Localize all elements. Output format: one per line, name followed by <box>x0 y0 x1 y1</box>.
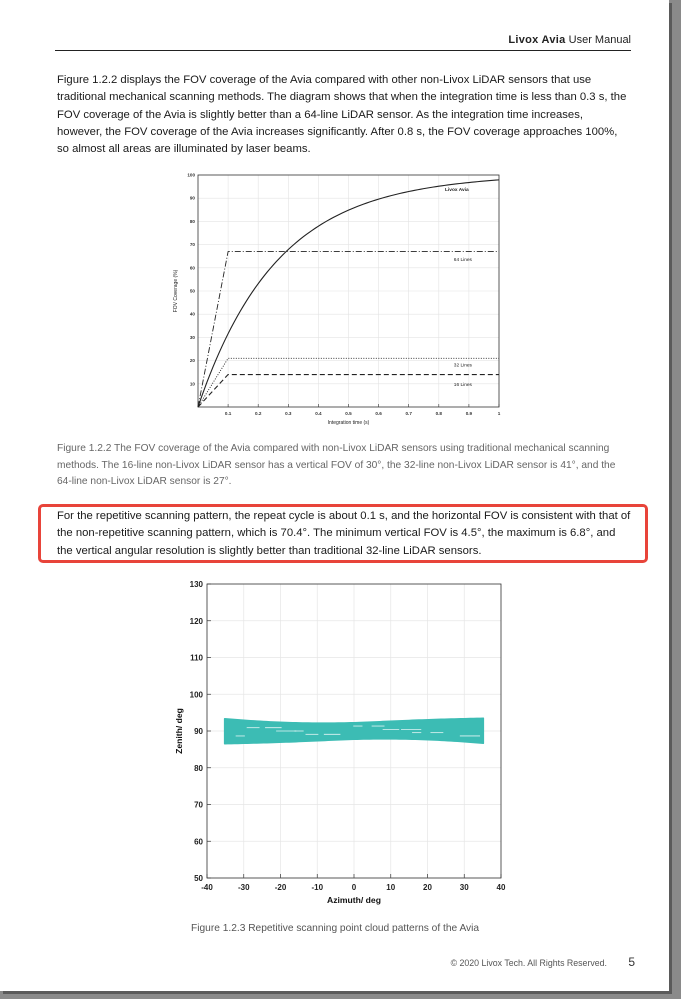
x-tick-label: 0.6 <box>375 411 382 416</box>
y-tick-label: 80 <box>194 763 203 773</box>
y-tick-label: 100 <box>189 690 203 700</box>
x-tick-label: 0.4 <box>315 411 322 416</box>
intro-paragraph: Figure 1.2.2 displays the FOV coverage of the Avia compared with other non-Livox LiDAR sensors that use traditional mechanical scanning methods. The diagram shows that when the integration time is less than 0.3 s, the FOV coverage of the Avia is slightly better than a 64-line LiDAR sensor. As the integration time increases, however, the FOV coverage of the Avia increases significantly. After 0.8 s, the FOV coverage approaches 100%, so almost all areas are illuminated by laser beams. <box>57 74 627 156</box>
series-label: 64 Lines <box>453 257 472 263</box>
x-tick-label: -20 <box>274 883 287 892</box>
x-tick-label: 40 <box>496 883 506 892</box>
header-divider <box>55 50 631 51</box>
header-title: User Manual <box>568 34 631 46</box>
x-axis-title: Azimuth/ deg <box>327 895 381 905</box>
y-tick-label: 50 <box>189 288 195 294</box>
y-tick-label: 60 <box>189 265 195 271</box>
x-axis-title: Integration time (s) <box>327 420 370 426</box>
x-tick-label: -40 <box>201 883 213 892</box>
series-label: 16 Lines <box>453 383 472 389</box>
x-tick-label: 0.7 <box>405 411 412 416</box>
page-number: 5 <box>628 955 635 969</box>
fov-coverage-chart <box>165 166 515 428</box>
scan-pattern-chart <box>168 578 513 908</box>
y-tick-label: 60 <box>194 837 203 847</box>
y-tick-label: 40 <box>189 311 195 317</box>
y-tick-label: 50 <box>194 874 203 883</box>
x-tick-label: 0.9 <box>465 411 473 416</box>
figure1-caption: Figure 1.2.2 The FOV coverage of the Avia compared with non-Livox LiDAR sensors using traditional mechanical scanning methods. The 16-line non-Livox LiDAR sensor has a vertical FOV of 30°, the 32-line non-Livox LiDAR sensor is 41°, and the 64-line non-Livox LiDAR sensor is 27°. <box>57 443 616 487</box>
x-tick-label: -10 <box>311 883 324 892</box>
x-tick-label: 10 <box>386 883 396 892</box>
x-tick-label: 0.1 <box>224 411 232 416</box>
series-label: 32 Lines <box>453 363 472 369</box>
highlight-paragraph: For the repetitive scanning pattern, the repeat cycle is about 0.1 s, and the horizontal FOV is consistent with that of the non-repetitive scanning pattern, which is 70.4°. The minimum vertical FOV is 4.5°, the maximum is 6.8°, and the vertical angular resolution is slightly better than traditional 32-line LiDAR sensors. <box>57 510 631 557</box>
y-tick-label: 90 <box>194 727 203 736</box>
y-axis-title: Zenith/ deg <box>174 708 184 754</box>
x-tick-label: 0.2 <box>255 411 262 416</box>
x-tick-label: 0.3 <box>285 411 292 416</box>
figure2-caption: Figure 1.2.3 Repetitive scanning point cloud patterns of the Avia <box>191 923 480 934</box>
y-tick-label: 10 <box>189 381 195 387</box>
y-tick-label: 70 <box>194 800 203 810</box>
footer-copyright: © 2020 Livox Tech. All Rights Reserved. <box>450 958 607 968</box>
y-tick-label: 80 <box>189 218 195 224</box>
y-tick-label: 90 <box>189 195 195 201</box>
page-header <box>55 34 631 46</box>
y-tick-label: 70 <box>189 242 195 248</box>
x-tick-label: 0.5 <box>345 411 352 416</box>
x-tick-label: 0 <box>351 883 357 892</box>
x-tick-label: 30 <box>459 883 469 892</box>
series-label: Livox Avia <box>445 188 469 194</box>
y-tick-label: 30 <box>189 334 195 340</box>
x-tick-label: -30 <box>237 883 250 892</box>
y-tick-label: 120 <box>189 616 203 626</box>
y-tick-label: 110 <box>190 653 203 663</box>
x-tick-label: 20 <box>423 883 432 892</box>
x-tick-label: 1 <box>497 411 501 416</box>
y-axis-title: FOV Coverage (%) <box>173 269 179 313</box>
x-tick-label: 0.8 <box>435 411 442 416</box>
y-tick-label: 100 <box>187 172 195 178</box>
header-brand: Livox Avia <box>508 34 566 46</box>
scan-pattern-band <box>225 718 484 744</box>
y-tick-label: 20 <box>189 358 195 364</box>
y-tick-label: 130 <box>189 580 203 589</box>
